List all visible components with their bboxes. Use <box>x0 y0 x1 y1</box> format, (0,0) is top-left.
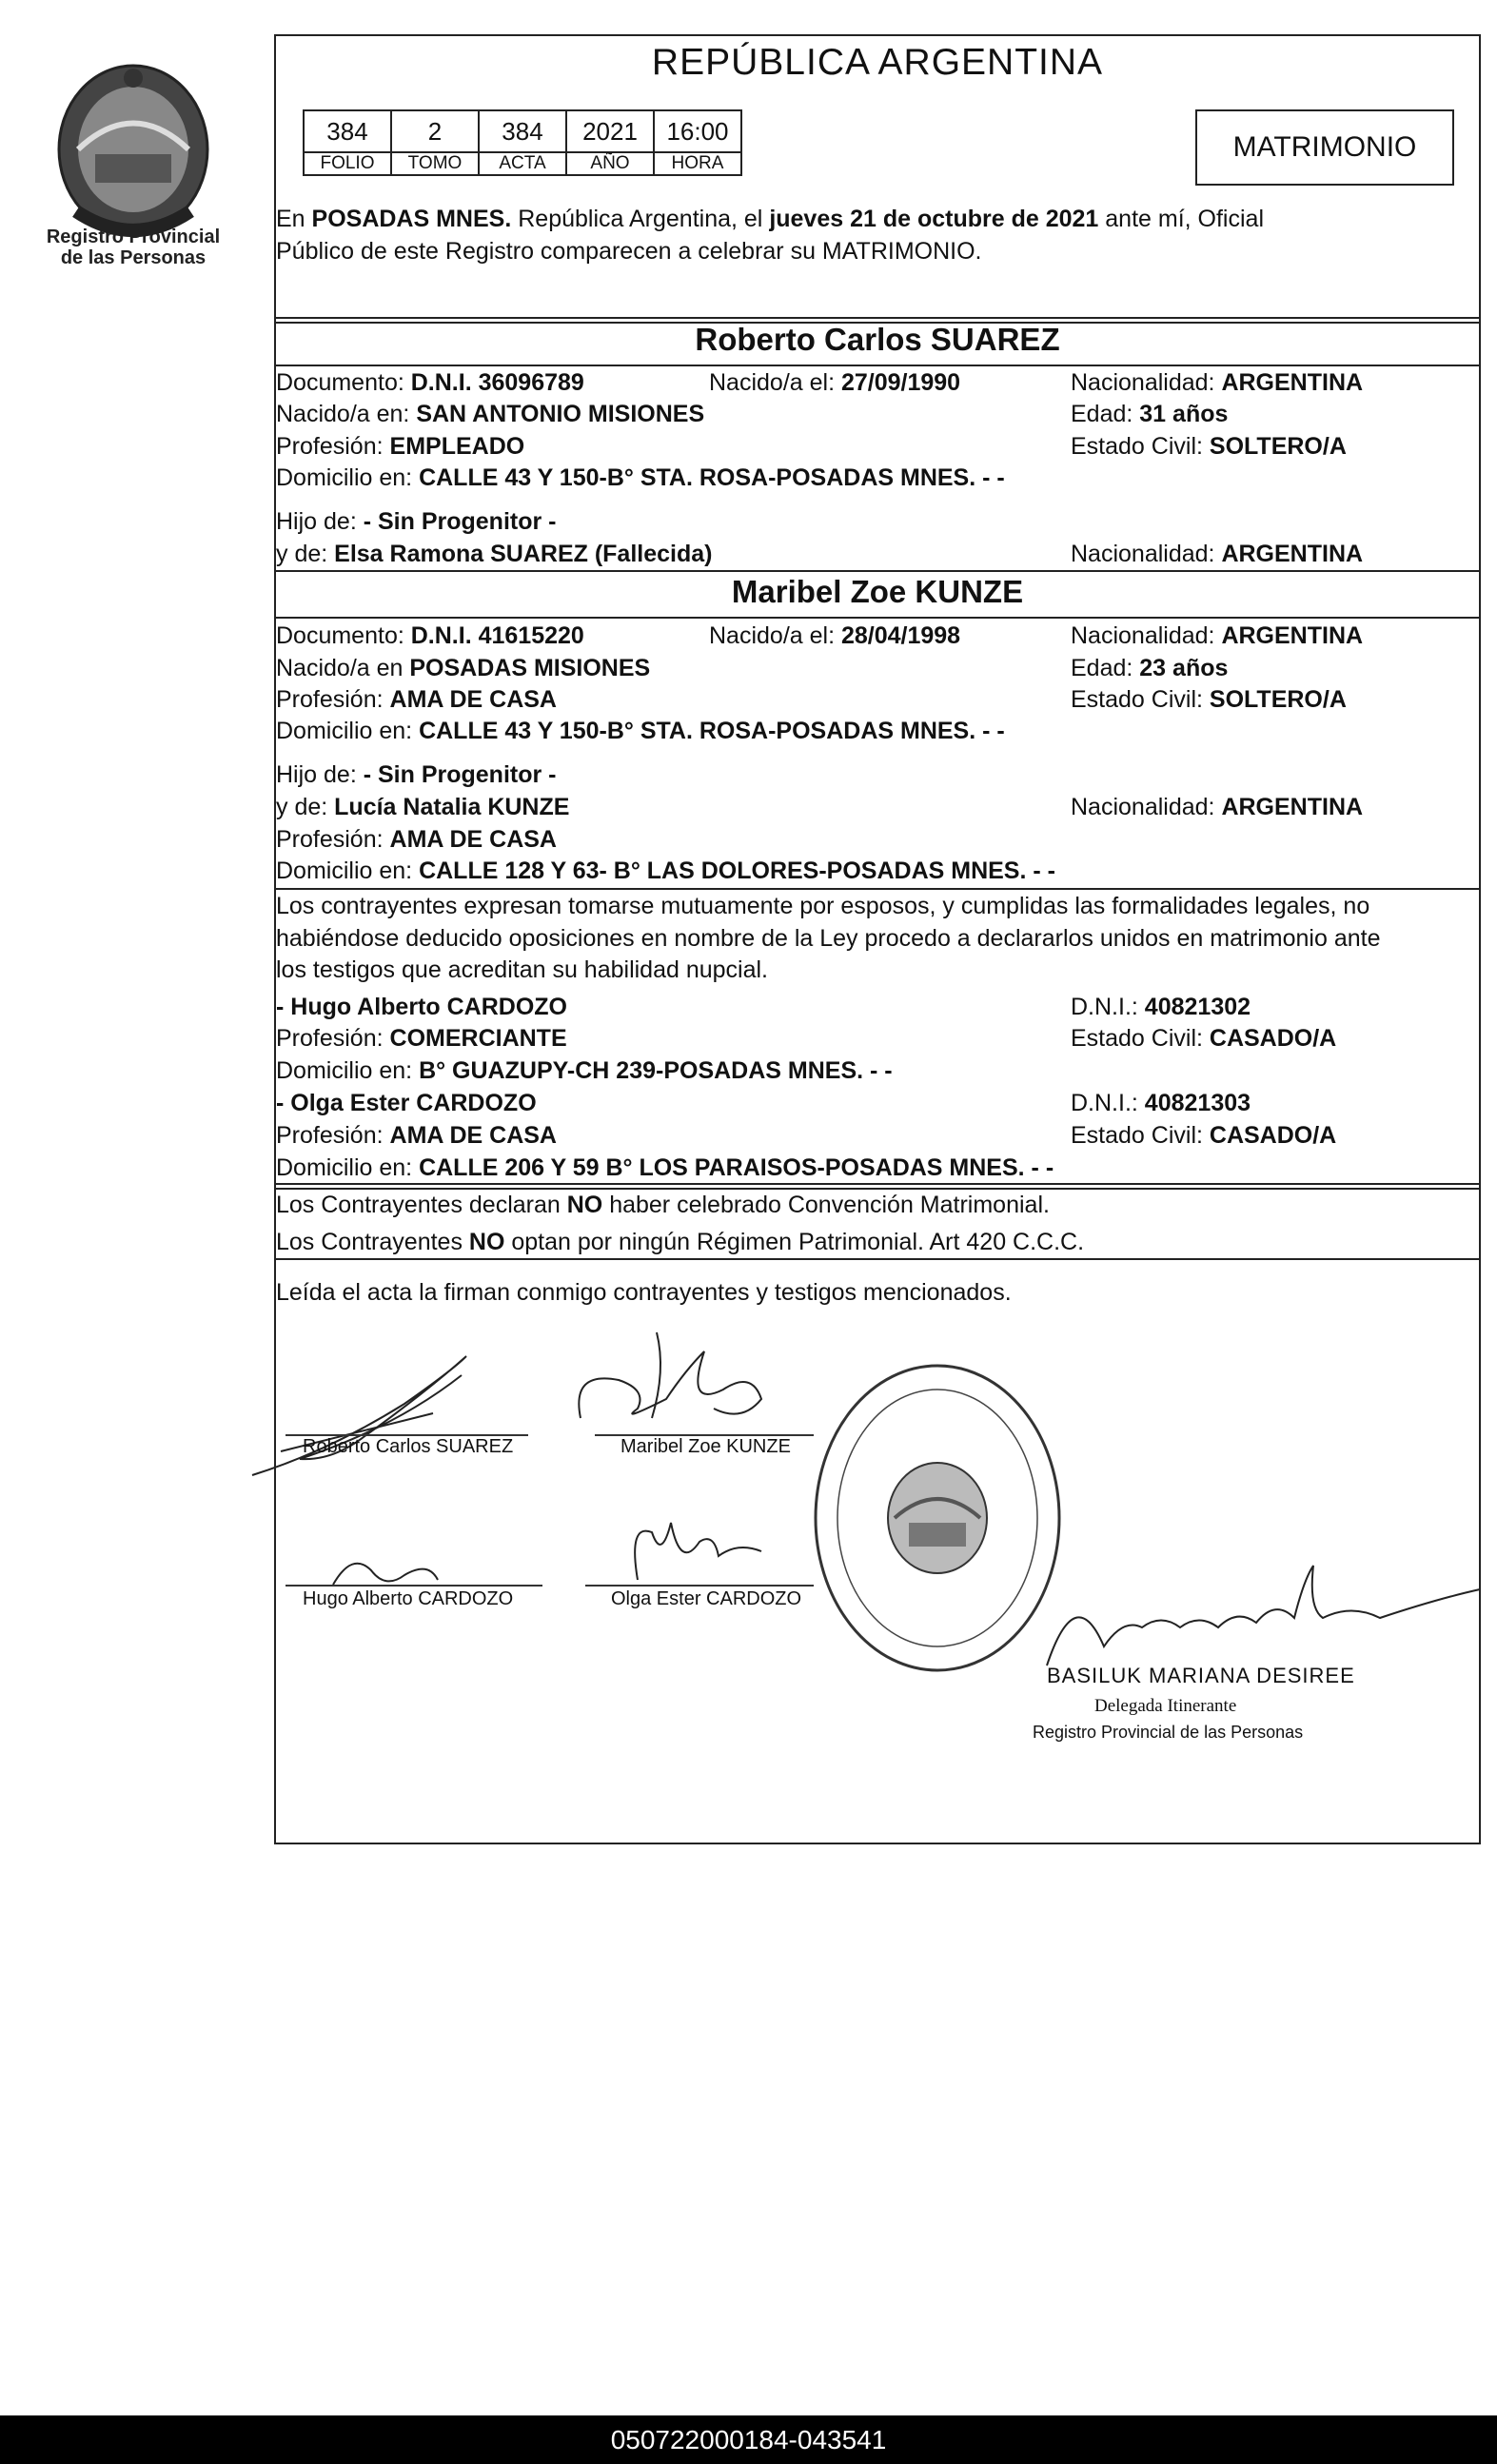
tomo-value: 2 <box>391 110 479 152</box>
prof-label: Profesión: <box>276 826 390 853</box>
spouse2-row4 <box>276 716 1005 746</box>
spouse2-address: CALLE 43 Y 150-B° STA. ROSA-POSADAS MNES. - - <box>419 718 1005 744</box>
witness2-profession: AMA DE CASA <box>389 1122 557 1149</box>
spouse2-dni: D.N.I. 41615220 <box>410 622 584 649</box>
nat-label: Nacionalidad: <box>1071 369 1222 396</box>
civil-label: Estado Civil: <box>1071 686 1210 713</box>
spouse2-row6 <box>276 792 1479 822</box>
signature-label-spouse1: Roberto Carlos SUAREZ <box>303 1436 514 1457</box>
nat-label: Nacionalidad: <box>1071 541 1222 567</box>
spouse1-nationality: ARGENTINA <box>1221 369 1364 396</box>
acta-label: ACTA <box>479 152 566 175</box>
spouse2-name: Maribel Zoe KUNZE <box>731 574 1024 609</box>
civil-label: Estado Civil: <box>1071 1122 1210 1149</box>
witness2-row1 <box>276 1088 1479 1118</box>
age-label: Edad: <box>1071 401 1140 427</box>
officer-role: Delegada Itinerante <box>1094 1696 1237 1716</box>
witness1-row3 <box>276 1055 893 1086</box>
declaration-line3: los testigos que acreditan su habilidad nupcial. <box>276 956 769 983</box>
mother-label: y de: <box>276 541 335 567</box>
intro-date: jueves 21 de octubre de 2021 <box>769 206 1099 232</box>
dom-label: Domicilio en: <box>276 857 420 884</box>
intro-text-b: República Argentina, el <box>511 206 770 232</box>
prof-label: Profesión: <box>276 686 390 713</box>
signature-scribble-spouse1 <box>243 1337 528 1489</box>
officer-signature-scribble <box>1037 1561 1485 1675</box>
officer-org: Registro Provincial de las Personas <box>1033 1723 1304 1742</box>
hora-label: HORA <box>654 152 741 175</box>
witness1-dni: 40821302 <box>1144 994 1251 1020</box>
witness1-name: - Hugo Alberto CARDOZO <box>276 994 567 1020</box>
spouse1-birthplace: SAN ANTONIO MISIONES <box>416 401 705 427</box>
witness2-row2 <box>276 1120 1479 1151</box>
doc-label: Documento: <box>276 369 411 396</box>
father-label: Hijo de: <box>276 761 364 788</box>
mother-label: y de: <box>276 794 335 820</box>
prof-label: Profesión: <box>276 1025 390 1052</box>
dom-label: Domicilio en: <box>276 1057 420 1084</box>
signature-line <box>585 1585 814 1587</box>
anio-value: 2021 <box>566 110 654 152</box>
divider <box>274 1258 1481 1260</box>
birthplace-label: Nacido/a en: <box>276 401 417 427</box>
signature-label-spouse2: Maribel Zoe KUNZE <box>620 1436 791 1457</box>
footer-code: 050722000184-043541 <box>0 2415 1497 2464</box>
dom-label: Domicilio en: <box>276 718 420 744</box>
declaration-line1: Los contrayentes expresan tomarse mutuamente por esposos, y cumplidas las formalidades legales, no <box>276 893 1370 919</box>
spouse2-birthdate: 28/04/1998 <box>840 622 961 649</box>
logo-caption-line2: de las Personas <box>60 247 207 268</box>
dom-label: Domicilio en: <box>276 1154 420 1181</box>
spouse1-row5 <box>276 506 557 537</box>
hora-value: 16:00 <box>654 110 741 152</box>
convention-text: Los Contrayentes declaran <box>276 1192 567 1218</box>
spouse1-name: Roberto Carlos SUAREZ <box>695 322 1060 357</box>
folio-label: FOLIO <box>304 152 391 175</box>
spouse2-row2 <box>276 653 1479 683</box>
declaration-line2: habiéndose deducido oposiciones en nombre de la Ley procedo a declararlos unidos en matrimonio ante <box>276 925 1381 952</box>
tomo-label: TOMO <box>391 152 479 175</box>
divider <box>274 1183 1481 1185</box>
divider <box>274 317 1481 319</box>
signature-scribble-spouse2 <box>561 1313 790 1437</box>
spouse1-address: CALLE 43 Y 150-B° STA. ROSA-POSADAS MNES. - - <box>419 464 1005 491</box>
witness1-address: B° GUAZUPY-CH 239-POSADAS MNES. - - <box>419 1057 893 1084</box>
spouse2-row8 <box>276 856 1055 886</box>
spouse1-mother: Elsa Ramona SUAREZ (Fallecida) <box>334 541 713 567</box>
intro-line1 <box>276 204 1264 234</box>
regime-text: Los Contrayentes <box>276 1229 469 1255</box>
witness2-name: - Olga Ester CARDOZO <box>276 1090 537 1116</box>
dom-label: Domicilio en: <box>276 464 420 491</box>
spouse2-father: - Sin Progenitor - <box>363 761 557 788</box>
anio-label: AÑO <box>566 152 654 175</box>
spouse1-profession: EMPLEADO <box>389 433 525 460</box>
spouse2-mother: Lucía Natalia KUNZE <box>334 794 570 820</box>
dni-label: D.N.I.: <box>1071 994 1145 1020</box>
regime-no: NO <box>468 1229 505 1255</box>
nat-label: Nacionalidad: <box>1071 622 1222 649</box>
spouse2-mother-profession: AMA DE CASA <box>389 826 557 853</box>
witness2-row3 <box>276 1153 1054 1183</box>
spouse1-row3 <box>276 431 1479 462</box>
spouse1-father: - Sin Progenitor - <box>363 508 557 535</box>
spouse1-civil-status: SOLTERO/A <box>1209 433 1347 460</box>
witness2-dni: 40821303 <box>1144 1090 1251 1116</box>
page-title: REPÚBLICA ARGENTINA <box>651 42 1104 83</box>
intro-text-c: ante mí, Oficial <box>1098 206 1264 232</box>
spouse1-dni: D.N.I. 36096789 <box>410 369 584 396</box>
spouse2-mother-address: CALLE 128 Y 63- B° LAS DOLORES-POSADAS MNES. - - <box>419 857 1055 884</box>
spouse2-row3 <box>276 684 1479 715</box>
birthplace-label: Nacido/a en <box>276 655 410 681</box>
witness1-row2 <box>276 1023 1479 1054</box>
intro-line2: Público de este Registro comparecen a celebrar su MATRIMONIO. <box>276 238 982 265</box>
divider <box>274 617 1481 619</box>
spouse1-mother-nationality: ARGENTINA <box>1221 541 1364 567</box>
officer-name: BASILUK MARIANA DESIREE <box>1047 1664 1355 1687</box>
spouse2-mother-nationality: ARGENTINA <box>1221 794 1364 820</box>
divider <box>274 888 1481 890</box>
folio-value: 384 <box>304 110 391 152</box>
witness1-civil-status: CASADO/A <box>1209 1025 1337 1052</box>
divider <box>274 570 1481 572</box>
reference-grid <box>303 109 742 176</box>
intro-text-a: En <box>276 206 312 232</box>
convention-line1 <box>276 1190 1050 1220</box>
spouse2-nationality: ARGENTINA <box>1221 622 1364 649</box>
document-type-box: MATRIMONIO <box>1195 109 1454 186</box>
logo-caption <box>19 227 247 268</box>
born-label: Nacido/a el: <box>709 369 841 396</box>
father-label: Hijo de: <box>276 508 364 535</box>
spouse1-row4 <box>276 463 1005 493</box>
convention-no: NO <box>566 1192 603 1218</box>
official-seal <box>804 1351 1071 1694</box>
signature-intro: Leída el acta la firman conmigo contrayentes y testigos mencionados. <box>276 1279 1012 1306</box>
born-label: Nacido/a el: <box>709 622 841 649</box>
nat-label: Nacionalidad: <box>1071 794 1222 820</box>
civil-label: Estado Civil: <box>1071 1025 1210 1052</box>
spouse2-civil-status: SOLTERO/A <box>1209 686 1347 713</box>
witness2-address: CALLE 206 Y 59 B° LOS PARAISOS-POSADAS MNES. - - <box>419 1154 1054 1181</box>
doc-label: Documento: <box>276 622 411 649</box>
intro-place: POSADAS MNES. <box>311 206 512 232</box>
spouse1-age: 31 años <box>1139 401 1229 427</box>
prof-label: Profesión: <box>276 433 390 460</box>
spouse2-profession: AMA DE CASA <box>389 686 557 713</box>
convention-text: haber celebrado Convención Matrimonial. <box>602 1192 1050 1218</box>
spouse1-row1 <box>276 367 1479 398</box>
spouse1-birthdate: 27/09/1990 <box>840 369 961 396</box>
dni-label: D.N.I.: <box>1071 1090 1145 1116</box>
spouse2-row7 <box>276 824 557 855</box>
signature-line <box>286 1585 542 1587</box>
age-label: Edad: <box>1071 655 1140 681</box>
spouse2-birthplace: POSADAS MISIONES <box>409 655 651 681</box>
divider <box>274 365 1481 366</box>
spouse1-row2 <box>276 399 1479 429</box>
signature-label-witness2: Olga Ester CARDOZO <box>611 1588 802 1609</box>
regime-text: optan por ningún Régimen Patrimonial. Art 420 C.C.C. <box>504 1229 1085 1255</box>
spouse2-age: 23 años <box>1139 655 1229 681</box>
witness1-profession: COMERCIANTE <box>389 1025 567 1052</box>
witness1-row1 <box>276 992 1479 1022</box>
spouse2-row1 <box>276 621 1479 651</box>
witness2-civil-status: CASADO/A <box>1209 1122 1337 1149</box>
spouse2-row5 <box>276 759 557 790</box>
acta-value: 384 <box>479 110 566 152</box>
logo-caption-line1: Registro Provincial <box>46 227 221 247</box>
spouse1-row6 <box>276 539 1479 569</box>
convention-line2 <box>276 1227 1084 1257</box>
signature-label-witness1: Hugo Alberto CARDOZO <box>303 1588 514 1609</box>
civil-label: Estado Civil: <box>1071 433 1210 460</box>
prof-label: Profesión: <box>276 1122 390 1149</box>
